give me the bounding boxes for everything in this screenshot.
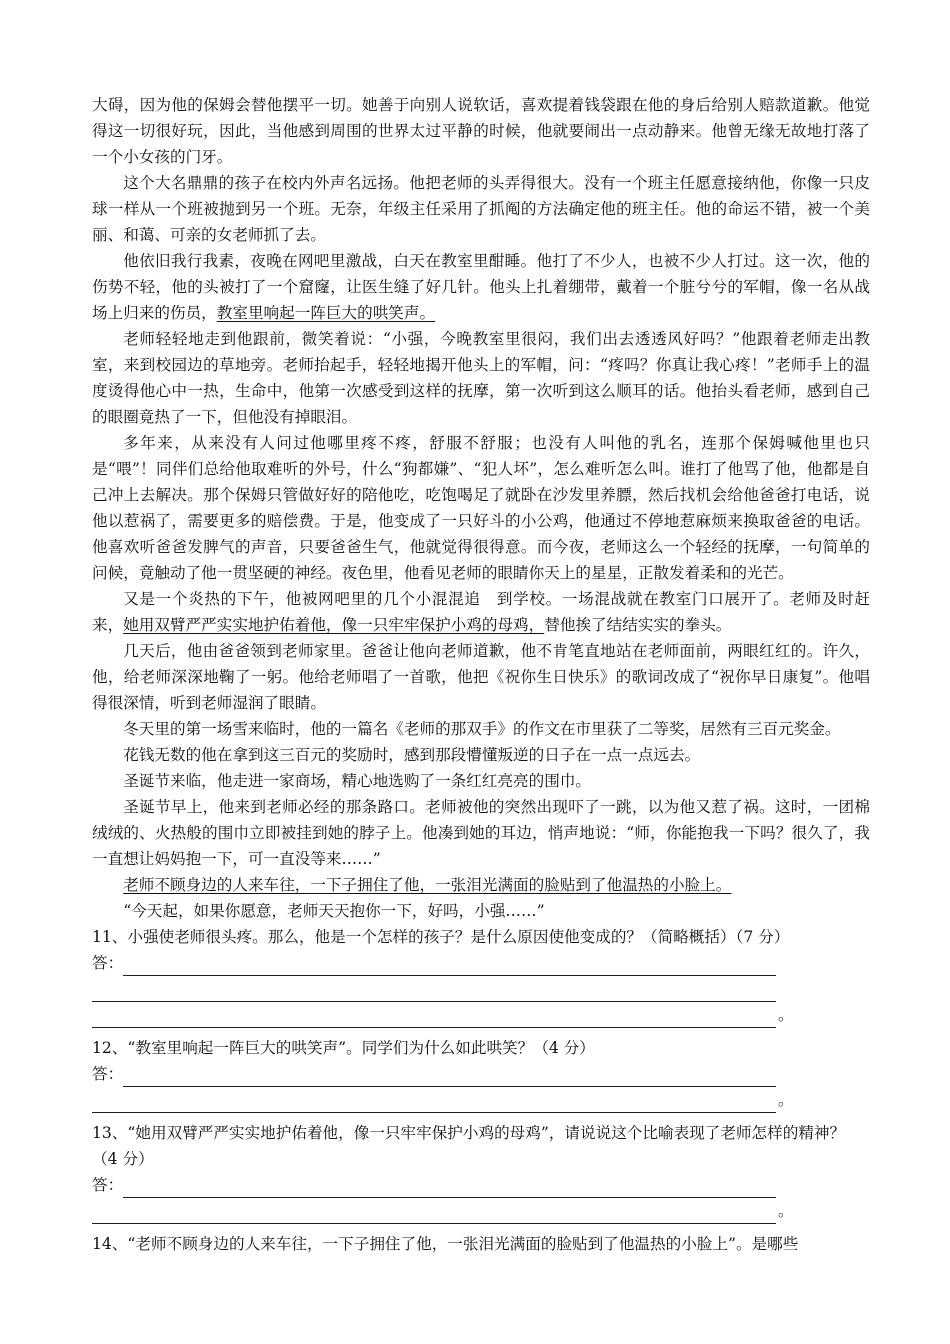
exam-page [92, 92, 870, 1257]
answer-11-row-2 [92, 976, 870, 1002]
answer-11-row-3: 。 [92, 1002, 870, 1028]
passage-paragraph-5: 多年来，从来没有人问过他哪里疼不疼，舒服不舒服；也没有人叫他的乳名，连那个保姆喊他里也只是“喂”！同伴们总给他取难听的外号，什么“狗都嫌”、“犯人坏”，怎么难听怎么叫。谁打了他骂了他，他都是自己冲上去解决。那个保姆只管做好好的陪他吃，吃饱喝足了就卧在沙发里养膘，然后找机会给他爸爸打电话，说他以惹祸了，需要更多的赔偿费。于是，他变成了一只好斗的小公鸡，他通过不停地惹麻烦来换取爸爸的电话。他喜欢听爸爸发脾气的声音，只要爸爸生气，他就觉得很得意。而今夜，老师这么一个轻经的抚摩，一句简单的问候，竟触动了他一贯坚硬的神经。夜色里，他看见老师的眼睛你天上的星星，正散发着柔和的光芒。 [92, 434, 870, 582]
passage-paragraph-4: 老师轻轻地走到他跟前，微笑着说：“小强，今晚教室里很闷，我们出去透透风好吗？”他跟着老师走出教室，来到校园边的草地旁。老师抬起手，轻轻地揭开他头上的军帽，问：“疼吗？你真让我心疼！”老师手上的温度烫得他心中一热，生命中，他第一次感受到这样的抚摩，第一次听到这么顺耳的话。他抬头看老师，感到自己的眼圈竟热了一下，但他没有掉眼泪。 [92, 330, 870, 426]
answer-label: 答： [92, 1176, 124, 1194]
underlined-hug-sentence: 老师不顾身边的人来车往，一下子拥住了他，一张泪光满面的脸贴到了他温热的小脸上。 [123, 876, 732, 894]
answer-label: 答： [92, 954, 124, 972]
passage-paragraph-13: “今天起，如果你愿意，老师天天抱你一下，好吗，小强……” [123, 902, 545, 920]
answer-13-row-2: 。 [92, 1198, 870, 1224]
passage-paragraph-3 [92, 248, 870, 326]
answer-12-line-2[interactable] [92, 1095, 776, 1113]
passage-paragraph-11: 圣诞节早上，他来到老师必经的那条路口。老师被他的突然出现吓了一跳，以为他又惹了祸。这时，一团棉绒绒的、火热般的围巾立即被挂到她的脖子上。他凑到她的耳边，悄声地说：“师，你能抱我一下吗？很久了，我一直想让妈妈抱一下，可一直没等来……” [92, 798, 870, 868]
answer-13-line-2[interactable] [92, 1206, 776, 1224]
answer-11-line-2[interactable] [92, 984, 776, 1002]
passage-paragraph-8: 冬天里的第一场雪来临时，他的一篇名《老师的那双手》的作文在市里获了二等奖，居然有三百元奖金。 [123, 720, 841, 738]
answer-12-row-2: 。 [92, 1087, 870, 1113]
answer-11-line-1[interactable] [123, 958, 776, 976]
underlined-metaphor-sentence: 她用双臂严严实实地护佑着他，像一只牢牢保护小鸡的母鸡， [123, 616, 545, 634]
answer-11-row-1 [92, 950, 870, 976]
passage-paragraph-10: 圣诞节来临，他走进一家商场，精心地选购了一条红红亮亮的围巾。 [123, 772, 592, 790]
underlined-laughter-sentence: 教室里响起一阵巨大的哄笑声。 [216, 304, 436, 322]
passage-paragraph-6 [92, 586, 870, 638]
answer-12-row-1 [92, 1061, 870, 1087]
answer-13-row-1 [92, 1172, 870, 1198]
passage-paragraph-9: 花钱无数的他在拿到这三百元的奖励时，感到那段懵懂叛逆的日子在一点一点远去。 [123, 746, 701, 764]
answer-label: 答： [92, 1065, 124, 1083]
passage-paragraph-1: 大碍，因为他的保姆会替他摆平一切。她善于向别人说软话，喜欢提着钱袋跟在他的身后给别人赔款道歉。他觉得这一切很好玩，因此，当他感到周围的世界太过平静的时候，他就要闹出一点动静来。他曾无缘无故地打落了一个小女孩的门牙。 [92, 96, 870, 166]
question-14: 14、“老师不顾身边的人来车往，一下子拥住了他，一张泪光满面的脸贴到了他温热的小脸上”。是哪些 [92, 1235, 799, 1253]
answer-11-line-3[interactable] [92, 1010, 776, 1028]
question-13: 13、“她用双臂严严实实地护佑着他，像一只牢牢保护小鸡的母鸡”，请说说这个比喻表现了老师怎样的精神？（4 分） [92, 1124, 846, 1168]
passage-paragraph-2: 这个大名鼎鼎的孩子在校内外声名远扬。他把老师的头弄得很大。没有一个班主任愿意接纳他，你像一只皮球一样从一个班被抛到另一个班。无奈，年级主任采用了抓阄的方法确定他的班主任。他的命运不错，被一个美丽、和蔼、可亲的女老师抓了去。 [92, 174, 870, 244]
question-12: 12、“教室里响起一阵巨大的哄笑声”。同学们为什么如此哄笑？（4 分） [92, 1039, 595, 1057]
passage-paragraph-3-text: 他依旧我行我素，夜晚在网吧里激战，白天在教室里酣睡。他打了不少人，也被不少人打过。这一次，他的伤势不轻，他的头被打了一个窟窿，让医生缝了好几针。他头上扎着绷带，戴着一个脏兮兮的军帽，像一名从战场上归来的伤员， [92, 252, 870, 322]
answer-13-line-1[interactable] [123, 1180, 776, 1198]
passage-paragraph-6-text-b: 替他挨了结结实实的拳头。 [544, 616, 732, 634]
passage-paragraph-7: 几天后，他由爸爸领到老师家里。爸爸让他向老师道歉，他不肯笔直地站在老师面前，两眼红红的。许久，他，给老师深深地鞠了一躬。他给老师唱了一首歌，他把《祝你生日快乐》的歌词改成了“祝你早日康复”。他唱得很深情，听到老师湿润了眼睛。 [92, 642, 870, 712]
question-11: 11、小强使老师很头疼。那么，他是一个怎样的孩子？是什么原因使他变成的？（简略概括）（7 分） [92, 928, 790, 946]
passage-paragraph-12 [92, 872, 870, 898]
answer-12-line-1[interactable] [123, 1069, 776, 1087]
passage-paragraph-6-text-a: 又是一个炎热的下午，他被网吧里的几个小混混追 到学校。一场混战就在教室门口展开了。老师及时赶来， [92, 590, 870, 634]
